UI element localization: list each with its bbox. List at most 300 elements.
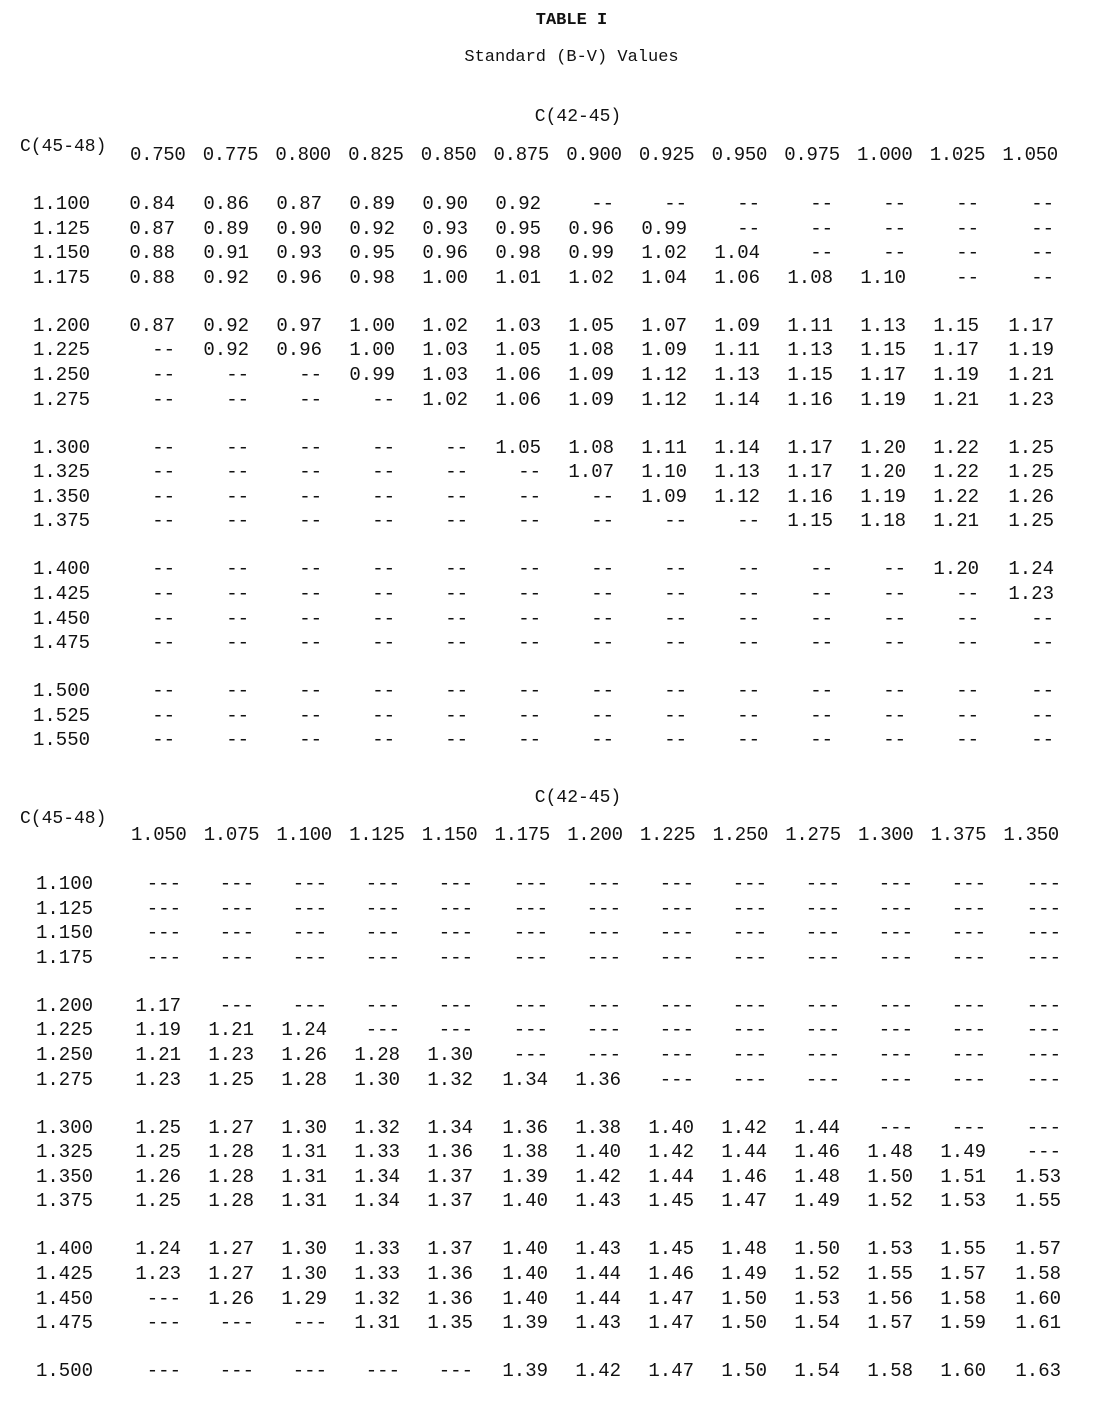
column-header: 1.200 — [567, 824, 623, 846]
table-cell: 1.39 — [502, 1312, 548, 1335]
table-cell: -- — [299, 436, 322, 459]
table-cell: -- — [883, 217, 906, 240]
table-cell: --- — [513, 922, 548, 945]
table-cell: --- — [586, 1019, 621, 1042]
table-cell: -- — [737, 729, 760, 752]
table-cell: -- — [810, 193, 833, 215]
table-cell: 1.18 — [860, 510, 906, 533]
table-cell: 1.05 — [568, 314, 614, 337]
table-cell: -- — [664, 510, 687, 533]
table-cell: --- — [878, 873, 913, 895]
table-cell: 1.08 — [787, 266, 833, 289]
table-cell: 1.28 — [354, 1044, 400, 1066]
table-cell: --- — [732, 946, 767, 969]
table-cell: 1.21 — [933, 388, 979, 411]
table-cell: 1.40 — [648, 1116, 694, 1139]
table-cell: 0.96 — [276, 266, 322, 289]
table-cell: 1.31 — [281, 1190, 327, 1213]
table-cell: 0.99 — [568, 242, 614, 265]
table-cell: 1.47 — [648, 1287, 694, 1310]
table-cell: 1.10 — [860, 266, 906, 289]
table-cell: --- — [513, 1044, 548, 1066]
table-cell: 1.43 — [575, 1238, 621, 1261]
table-cell: -- — [445, 704, 468, 727]
table-cell: 1.16 — [787, 388, 833, 411]
table-cell: --- — [219, 1312, 254, 1335]
table-cell: -- — [956, 217, 979, 240]
table-cell: --- — [951, 946, 986, 969]
table-cell: 0.87 — [129, 314, 175, 337]
table-cell: -- — [883, 193, 906, 215]
table-cell: --- — [438, 922, 473, 945]
table-cell: --- — [292, 873, 327, 895]
table-cell: --- — [292, 946, 327, 969]
table-cell: -- — [737, 632, 760, 655]
table-cell: 1.19 — [860, 388, 906, 411]
table-cell: -- — [956, 729, 979, 752]
row-label: 1.125 — [36, 897, 94, 920]
table-cell: 0.90 — [276, 217, 322, 240]
table-cell: -- — [1031, 680, 1054, 703]
row-label: 1.200 — [33, 314, 91, 337]
table-cell: -- — [664, 729, 687, 752]
row-axis-title: C(45-48) — [20, 137, 107, 157]
table-cell: -- — [445, 461, 468, 484]
table-cell: -- — [299, 510, 322, 533]
table-cell: --- — [438, 994, 473, 1017]
table-cell: 1.59 — [940, 1312, 986, 1335]
table-cell: -- — [810, 242, 833, 265]
table-cell: -- — [372, 632, 395, 655]
table-cell: --- — [1026, 1019, 1061, 1042]
table-cell: 1.50 — [794, 1238, 840, 1261]
table-cell: 1.44 — [575, 1263, 621, 1285]
table-cell: --- — [878, 922, 913, 945]
table-cell: --- — [1026, 1116, 1061, 1139]
table-cell: -- — [152, 729, 175, 752]
table-cell: 1.13 — [860, 314, 906, 337]
table-cell: -- — [737, 558, 760, 581]
table-cell: 1.32 — [427, 1068, 473, 1091]
table-cell: -- — [883, 242, 906, 265]
table-cell: --- — [586, 994, 621, 1017]
table-cell: -- — [1031, 704, 1054, 727]
table-cell: --- — [805, 1068, 840, 1091]
table-cell: 1.17 — [933, 339, 979, 362]
table-cell: 1.42 — [648, 1141, 694, 1164]
table-cell: -- — [226, 583, 249, 605]
table-cell: -- — [299, 607, 322, 630]
table-cell: --- — [365, 1360, 400, 1383]
table-cell: --- — [732, 897, 767, 920]
table-cell: 1.08 — [568, 436, 614, 459]
table-cell: 1.23 — [135, 1263, 181, 1285]
table-cell: --- — [586, 897, 621, 920]
table-cell: -- — [591, 558, 614, 581]
table-cell: 1.51 — [940, 1165, 986, 1188]
table-cell: -- — [1031, 266, 1054, 289]
table-cell: 1.11 — [787, 314, 833, 337]
table-cell: 1.50 — [721, 1360, 767, 1383]
row-label: 1.350 — [33, 485, 91, 508]
row-label: 1.225 — [36, 1019, 94, 1042]
table-cell: 1.47 — [648, 1312, 694, 1335]
table-cell: 0.97 — [276, 314, 322, 337]
table-cell: 0.88 — [129, 242, 175, 265]
table-cell: 1.26 — [1008, 485, 1054, 508]
table-cell: 1.42 — [575, 1165, 621, 1188]
table-cell: --- — [513, 1019, 548, 1042]
table-cell: 1.63 — [1015, 1360, 1061, 1383]
table-cell: -- — [152, 339, 175, 362]
table-cell: 0.92 — [203, 266, 249, 289]
table-cell: 1.38 — [575, 1116, 621, 1139]
table-cell: --- — [878, 1068, 913, 1091]
table-cell: -- — [372, 510, 395, 533]
row-label: 1.300 — [33, 436, 91, 459]
table-cell: 1.21 — [208, 1019, 254, 1042]
table-cell: 1.37 — [427, 1190, 473, 1213]
table-cell: -- — [1031, 607, 1054, 630]
table-cell: -- — [956, 583, 979, 605]
table-cell: -- — [372, 436, 395, 459]
table-cell: 1.25 — [135, 1190, 181, 1213]
row-label: 1.125 — [33, 217, 91, 240]
table-cell: -- — [956, 680, 979, 703]
column-header: 0.750 — [130, 144, 186, 166]
table-cell: 1.30 — [281, 1116, 327, 1139]
table-cell: 1.25 — [1008, 461, 1054, 484]
table-cell: 0.92 — [203, 314, 249, 337]
table-cell: 0.96 — [422, 242, 468, 265]
table-cell: 1.12 — [641, 388, 687, 411]
table-cell: -- — [956, 242, 979, 265]
column-header: 0.900 — [566, 144, 622, 166]
table-cell: 1.42 — [721, 1116, 767, 1139]
table-cell: 1.13 — [787, 339, 833, 362]
table-cell: 1.11 — [641, 436, 687, 459]
table-cell: --- — [659, 897, 694, 920]
table-cell: -- — [591, 485, 614, 508]
table-cell: --- — [365, 1019, 400, 1042]
table-cell: 1.50 — [721, 1287, 767, 1310]
table-cell: --- — [951, 897, 986, 920]
table-cell: 1.04 — [714, 242, 760, 265]
table-cell: --- — [878, 1116, 913, 1139]
table-cell: 1.50 — [867, 1165, 913, 1188]
table-cell: 0.99 — [349, 364, 395, 386]
table-cell: -- — [737, 704, 760, 727]
table-cell: -- — [810, 704, 833, 727]
table-cell: -- — [810, 558, 833, 581]
table-cell: 1.22 — [933, 485, 979, 508]
column-header: 1.050 — [131, 824, 187, 846]
table-cell: 1.09 — [641, 339, 687, 362]
column-header: 0.800 — [275, 144, 331, 166]
table-cell: --- — [146, 1312, 181, 1335]
table-cell: 1.00 — [349, 314, 395, 337]
table-cell: -- — [956, 632, 979, 655]
table-cell: 1.00 — [422, 266, 468, 289]
table-cell: 1.57 — [1015, 1238, 1061, 1261]
table-cell: 1.22 — [933, 436, 979, 459]
table-cell: -- — [664, 193, 687, 215]
table-cell: 1.53 — [940, 1190, 986, 1213]
row-label: 1.400 — [36, 1238, 94, 1261]
table-cell: 1.34 — [502, 1068, 548, 1091]
table-cell: -- — [299, 558, 322, 581]
table-cell: 1.58 — [940, 1287, 986, 1310]
column-header: 0.875 — [493, 144, 550, 166]
table-cell: 1.09 — [714, 314, 760, 337]
table-cell: 1.04 — [641, 266, 687, 289]
column-header: 1.150 — [421, 824, 478, 846]
column-header: 1.275 — [785, 824, 841, 846]
column-axis-title: C(42-45) — [534, 788, 622, 808]
table-cell: 1.17 — [860, 364, 906, 386]
table-cell: 1.42 — [575, 1360, 621, 1383]
table-cell: 1.17 — [787, 436, 833, 459]
table-cell: -- — [372, 558, 395, 581]
table-cell: 1.60 — [1015, 1287, 1061, 1310]
table-cell: 1.05 — [495, 436, 541, 459]
table-cell: --- — [586, 946, 621, 969]
table-cell: -- — [372, 704, 395, 727]
row-label: 1.425 — [36, 1263, 94, 1285]
row-label: 1.175 — [36, 946, 94, 969]
table-cell: 1.26 — [208, 1287, 254, 1310]
table-cell: -- — [445, 436, 468, 459]
table-cell: -- — [445, 558, 468, 581]
row-label: 1.100 — [33, 193, 91, 215]
table-cell: --- — [951, 922, 986, 945]
row-label: 1.275 — [36, 1068, 94, 1091]
table-cell: --- — [438, 1360, 473, 1383]
table-cell: 1.23 — [1008, 388, 1054, 411]
table-cell: 0.98 — [495, 242, 541, 265]
row-label: 1.250 — [36, 1044, 94, 1066]
table-cell: 1.61 — [1015, 1312, 1061, 1335]
table-cell: 1.21 — [135, 1044, 181, 1066]
table-cell: --- — [659, 1044, 694, 1066]
table-cell: 1.39 — [502, 1360, 548, 1383]
table-cell: --- — [951, 873, 986, 895]
table-cell: -- — [299, 583, 322, 605]
table-cell: --- — [146, 1360, 181, 1383]
table-cell: -- — [664, 632, 687, 655]
table-cell: -- — [810, 632, 833, 655]
table-cell: 1.02 — [422, 388, 468, 411]
table-cell: 1.47 — [721, 1190, 767, 1213]
table-cell: 1.20 — [860, 461, 906, 484]
table-cell: 1.06 — [495, 388, 541, 411]
table-cell: --- — [292, 1360, 327, 1383]
table-cell: -- — [445, 729, 468, 752]
table-cell: 1.58 — [867, 1360, 913, 1383]
table-cell: 1.28 — [208, 1165, 254, 1188]
table-cell: -- — [518, 461, 541, 484]
table-cell: 1.03 — [422, 364, 468, 386]
table-cell: --- — [146, 873, 181, 895]
table-cell: 1.24 — [135, 1238, 181, 1261]
table-cell: -- — [445, 680, 468, 703]
table-cell: 1.53 — [1015, 1165, 1061, 1188]
table-cell: 1.44 — [575, 1287, 621, 1310]
table-cell: 1.55 — [940, 1238, 986, 1261]
table-cell: 1.31 — [354, 1312, 400, 1335]
table-cell: 1.17 — [1008, 314, 1054, 337]
table-cell: --- — [513, 873, 548, 895]
table-cell: -- — [226, 364, 249, 386]
table-cell: -- — [152, 607, 175, 630]
column-header: 0.775 — [202, 144, 259, 166]
table-cell: --- — [219, 1360, 254, 1383]
table-cell: 1.06 — [495, 364, 541, 386]
table-cell: 1.19 — [933, 364, 979, 386]
table-cell: 1.00 — [349, 339, 395, 362]
table-cell: 1.44 — [721, 1141, 767, 1164]
table-cell: --- — [1026, 897, 1061, 920]
table-cell: -- — [226, 729, 249, 752]
table-cell: --- — [438, 946, 473, 969]
table-cell: -- — [372, 388, 395, 411]
table-cell: -- — [152, 461, 175, 484]
table-cell: --- — [365, 922, 400, 945]
table-cell: -- — [372, 607, 395, 630]
table-cell: 1.06 — [714, 266, 760, 289]
table-cell: --- — [805, 922, 840, 945]
table-cell: --- — [438, 1019, 473, 1042]
table-cell: 1.02 — [568, 266, 614, 289]
table-cell: -- — [591, 704, 614, 727]
table-cell: -- — [226, 558, 249, 581]
table-cell: --- — [219, 994, 254, 1017]
table-cell: -- — [226, 510, 249, 533]
table-cell: 1.26 — [135, 1165, 181, 1188]
table-cell: -- — [1031, 242, 1054, 265]
table-cell: -- — [299, 704, 322, 727]
row-label: 1.550 — [33, 729, 91, 752]
table-cell: --- — [1026, 946, 1061, 969]
table-cell: 0.87 — [276, 193, 322, 215]
table-cell: 0.93 — [276, 242, 322, 265]
table-cell: 1.25 — [135, 1116, 181, 1139]
table-cell: --- — [1026, 873, 1061, 895]
table-cell: 1.15 — [787, 510, 833, 533]
table-cell: 1.27 — [208, 1116, 254, 1139]
table-cell: 1.54 — [794, 1360, 840, 1383]
table-cell: -- — [226, 680, 249, 703]
table-cell: --- — [586, 1044, 621, 1066]
table-cell: --- — [219, 897, 254, 920]
table-cell: -- — [883, 680, 906, 703]
table-cell: -- — [591, 729, 614, 752]
table-cell: 1.33 — [354, 1238, 400, 1261]
table-cell: 0.91 — [203, 242, 249, 265]
table-cell: -- — [737, 680, 760, 703]
table-cell: 1.09 — [641, 485, 687, 508]
table-cell: 1.15 — [860, 339, 906, 362]
table-title: TABLE I — [535, 11, 608, 30]
table-cell: -- — [883, 632, 906, 655]
table-cell: 1.20 — [860, 436, 906, 459]
table-cell: 0.88 — [129, 266, 175, 289]
row-label: 1.175 — [33, 266, 91, 289]
table-cell: -- — [152, 364, 175, 386]
table-cell: 1.60 — [940, 1360, 986, 1383]
table-cell: 1.13 — [714, 364, 760, 386]
table-cell: --- — [365, 946, 400, 969]
table-cell: 1.07 — [641, 314, 687, 337]
table-cell: 1.52 — [794, 1263, 840, 1285]
table-cell: -- — [591, 583, 614, 605]
row-label: 1.100 — [36, 873, 94, 895]
table-cell: 1.40 — [575, 1141, 621, 1164]
column-header: 0.850 — [420, 144, 477, 166]
table-cell: -- — [299, 461, 322, 484]
table-cell: 1.16 — [787, 485, 833, 508]
table-cell: 1.10 — [641, 461, 687, 484]
table-cell: -- — [518, 632, 541, 655]
table-cell: -- — [372, 461, 395, 484]
table-cell: 0.92 — [495, 193, 541, 215]
table-cell: 1.25 — [135, 1141, 181, 1164]
table-cell: --- — [292, 897, 327, 920]
column-axis-title: C(42-45) — [534, 107, 622, 127]
table-cell: -- — [299, 680, 322, 703]
table-cell: 1.39 — [502, 1165, 548, 1188]
table-cell: --- — [146, 922, 181, 945]
table-cell: 0.95 — [495, 217, 541, 240]
table-cell: 1.08 — [568, 339, 614, 362]
table-cell: 1.56 — [867, 1287, 913, 1310]
table-cell: 0.87 — [129, 217, 175, 240]
row-label: 1.425 — [33, 583, 91, 605]
table-cell: 1.36 — [427, 1141, 473, 1164]
table-cell: --- — [732, 1044, 767, 1066]
table-cell: 1.17 — [135, 994, 181, 1017]
table-cell: 1.27 — [208, 1263, 254, 1285]
table-cell: -- — [299, 485, 322, 508]
table-cell: -- — [152, 583, 175, 605]
table-cell: 1.14 — [714, 436, 760, 459]
column-header: 1.075 — [203, 824, 260, 846]
column-header: 1.175 — [494, 824, 551, 846]
table-cell: -- — [810, 583, 833, 605]
table-cell: 1.54 — [794, 1312, 840, 1335]
table-cell: 0.99 — [641, 217, 687, 240]
table-cell: -- — [1031, 193, 1054, 215]
table-cell: -- — [518, 583, 541, 605]
table-cell: 1.02 — [422, 314, 468, 337]
table-cell: -- — [152, 632, 175, 655]
table-cell: --- — [951, 994, 986, 1017]
table-cell: -- — [810, 217, 833, 240]
table-cell: -- — [737, 607, 760, 630]
table-cell: 0.89 — [203, 217, 249, 240]
table-cell: 1.40 — [502, 1238, 548, 1261]
table-cell: --- — [805, 897, 840, 920]
column-header: 0.925 — [638, 144, 695, 166]
row-label: 1.375 — [36, 1190, 94, 1213]
table-cell: 1.03 — [422, 339, 468, 362]
table-cell: 1.30 — [281, 1263, 327, 1285]
table-cell: -- — [226, 704, 249, 727]
table-cell: 1.11 — [714, 339, 760, 362]
table-cell: 1.31 — [281, 1141, 327, 1164]
table-cell: 0.95 — [349, 242, 395, 265]
table-cell: --- — [438, 897, 473, 920]
